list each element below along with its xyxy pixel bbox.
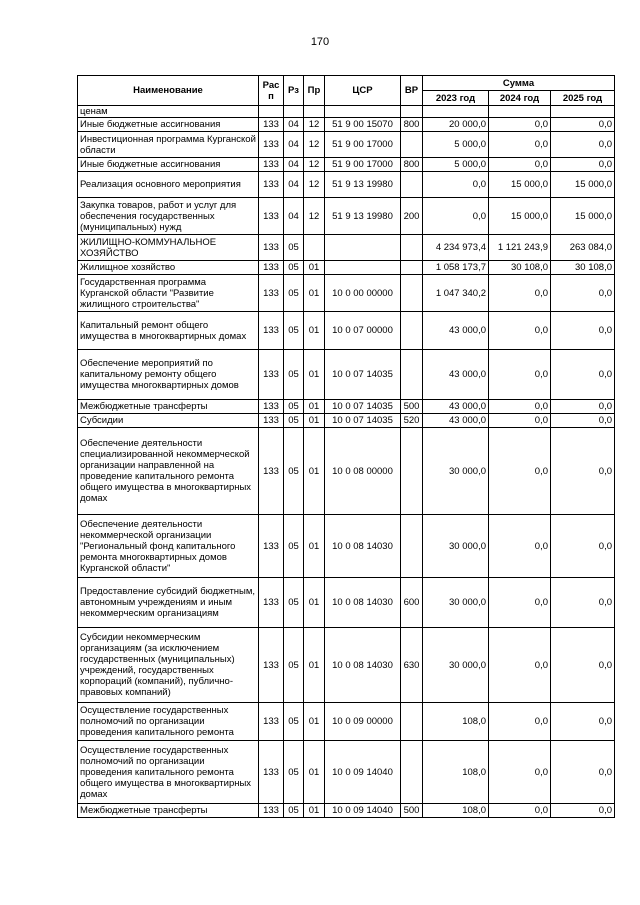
cell-rasp: 133 [259,741,284,804]
cell-y2025: 15 000,0 [551,198,615,235]
cell-vr: 600 [401,578,423,628]
header-year-2025: 2025 год [551,91,615,106]
cell-csr: 10 0 09 14040 [325,741,401,804]
table-row [78,515,615,578]
cell-y2024: 0,0 [489,628,551,703]
cell-rz: 04 [284,198,304,235]
cell-csr: 51 9 13 19980 [325,172,401,198]
cell-rz: 05 [284,628,304,703]
cell-y2023: 108,0 [423,703,489,741]
table-row [78,172,615,198]
table-row [78,628,615,703]
table-row [78,132,615,158]
cell-y2025: 0,0 [551,804,615,818]
cell-csr: 10 0 00 00000 [325,275,401,312]
cell-vr [401,235,423,261]
cell-y2024: 0,0 [489,400,551,414]
cell-vr [401,261,423,275]
cell-rasp: 133 [259,312,284,350]
cell-csr: 10 0 07 14035 [325,400,401,414]
table-row [78,741,615,804]
cell-y2025: 0,0 [551,578,615,628]
cell-y2025: 263 084,0 [551,235,615,261]
cell-name: Капитальный ремонт общего имущества в многоквартирных домах [78,312,259,350]
table-row [78,804,615,818]
cell-name: ЖИЛИЩНО-КОММУНАЛЬНОЕ ХОЗЯЙСТВО [78,235,259,261]
cell-rasp: 133 [259,118,284,132]
cell-name: Государственная программа Курганской области "Развитие жилищного строительства" [78,275,259,312]
cell-y2023: 43 000,0 [423,400,489,414]
cell-csr: 10 0 07 00000 [325,312,401,350]
cell-y2023 [423,106,489,118]
cell-csr: 51 9 00 17000 [325,158,401,172]
cell-y2023: 1 058 173,7 [423,261,489,275]
cell-rasp: 133 [259,578,284,628]
cell-vr [401,132,423,158]
cell-y2024: 0,0 [489,275,551,312]
cell-vr [401,275,423,312]
cell-vr [401,312,423,350]
cell-y2025: 0,0 [551,703,615,741]
cell-name: Обеспечение деятельности некоммерческой организации "Региональный фонд капитального ремонта многоквартирных домов Курганской области" [78,515,259,578]
cell-y2023: 108,0 [423,804,489,818]
cell-y2023: 0,0 [423,198,489,235]
cell-y2025: 0,0 [551,741,615,804]
cell-y2023: 108,0 [423,741,489,804]
cell-rasp: 133 [259,235,284,261]
cell-vr [401,106,423,118]
cell-csr: 10 0 08 14030 [325,628,401,703]
cell-name: Закупка товаров, работ и услуг для обеспечения государственных (муниципальных) нужд [78,198,259,235]
cell-y2023: 30 000,0 [423,628,489,703]
cell-rasp: 133 [259,628,284,703]
budget-table [77,75,615,818]
cell-y2024: 0,0 [489,741,551,804]
cell-csr: 51 9 00 15070 [325,118,401,132]
header-year-2024: 2024 год [489,91,551,106]
cell-y2025: 0,0 [551,312,615,350]
cell-rz: 05 [284,578,304,628]
cell-name: Обеспечение деятельности специализированной некоммерческой организации направленной на проведение капитального ремонта общего имущества в многоквартирных домах [78,428,259,515]
cell-pr: 01 [304,741,325,804]
cell-pr: 12 [304,132,325,158]
cell-y2024: 0,0 [489,414,551,428]
cell-name: Субсидии некоммерческим организациям (за исключением государственных (муниципальных) учреждений, государственных корпораций (компаний), публично-правовых компаний) [78,628,259,703]
cell-y2024: 0,0 [489,578,551,628]
cell-rasp: 133 [259,428,284,515]
cell-y2023: 43 000,0 [423,312,489,350]
cell-rasp: 133 [259,400,284,414]
cell-vr [401,741,423,804]
cell-y2024: 15 000,0 [489,198,551,235]
cell-y2023: 1 047 340,2 [423,275,489,312]
cell-vr: 630 [401,628,423,703]
cell-vr [401,703,423,741]
cell-y2025: 0,0 [551,132,615,158]
cell-vr [401,172,423,198]
cell-rasp: 133 [259,198,284,235]
cell-y2024: 0,0 [489,428,551,515]
cell-vr: 800 [401,158,423,172]
cell-pr: 01 [304,428,325,515]
cell-y2023: 0,0 [423,172,489,198]
header-pr: Пр [304,76,325,106]
cell-rz: 05 [284,428,304,515]
cell-vr: 800 [401,118,423,132]
page-number: 170 [310,36,330,48]
cell-csr: 10 0 08 00000 [325,428,401,515]
cell-rz: 04 [284,158,304,172]
cell-csr: 10 0 07 14035 [325,350,401,400]
cell-csr: 10 0 09 14040 [325,804,401,818]
cell-y2024: 0,0 [489,158,551,172]
cell-csr [325,235,401,261]
cell-y2025: 30 108,0 [551,261,615,275]
cell-rasp: 133 [259,158,284,172]
cell-name: Инвестиционная программа Курганской области [78,132,259,158]
cell-rasp: 133 [259,414,284,428]
cell-y2025: 0,0 [551,400,615,414]
cell-pr: 12 [304,198,325,235]
table-row [78,703,615,741]
header-sum: Сумма [423,76,615,91]
cell-pr: 01 [304,804,325,818]
cell-y2024: 0,0 [489,118,551,132]
cell-pr: 01 [304,400,325,414]
cell-rz: 05 [284,804,304,818]
header-vr: ВР [401,76,423,106]
cell-y2023: 5 000,0 [423,158,489,172]
cell-pr: 01 [304,275,325,312]
cell-rz: 05 [284,703,304,741]
cell-name: Межбюджетные трансферты [78,400,259,414]
header-rasp: Рас п [259,76,284,106]
table-row [78,235,615,261]
cell-rz: 04 [284,172,304,198]
cell-rz: 05 [284,275,304,312]
cell-vr: 520 [401,414,423,428]
cell-y2024: 15 000,0 [489,172,551,198]
cell-rasp: 133 [259,804,284,818]
cell-y2023: 30 000,0 [423,515,489,578]
cell-rz: 05 [284,400,304,414]
cell-y2025: 0,0 [551,275,615,312]
cell-pr: 01 [304,350,325,400]
cell-rasp [259,106,284,118]
cell-y2025: 0,0 [551,414,615,428]
cell-name: Межбюджетные трансферты [78,804,259,818]
cell-rasp: 133 [259,515,284,578]
cell-y2025: 0,0 [551,515,615,578]
cell-name: Жилищное хозяйство [78,261,259,275]
cell-rz: 05 [284,741,304,804]
table-row [78,158,615,172]
cell-y2024: 0,0 [489,804,551,818]
cell-rz [284,106,304,118]
cell-y2025: 0,0 [551,628,615,703]
table-row [78,312,615,350]
table-row [78,400,615,414]
cell-csr: 51 9 13 19980 [325,198,401,235]
cell-y2024: 0,0 [489,703,551,741]
cell-y2025: 15 000,0 [551,172,615,198]
cell-csr: 10 0 07 14035 [325,414,401,428]
table-row [78,261,615,275]
cell-pr: 12 [304,158,325,172]
cell-y2024: 0,0 [489,312,551,350]
cell-y2024: 30 108,0 [489,261,551,275]
cell-y2025 [551,106,615,118]
cell-rasp: 133 [259,172,284,198]
cell-name: Осуществление государственных полномочий по организации проведения капитального ремонта общего имущества в многоквартирных домах [78,741,259,804]
table-row [78,350,615,400]
cell-name: ценам [78,106,259,118]
cell-rz: 05 [284,261,304,275]
cell-rasp: 133 [259,350,284,400]
header-year-2023: 2023 год [423,91,489,106]
cell-rasp: 133 [259,261,284,275]
table-row [78,198,615,235]
cell-y2023: 4 234 973,4 [423,235,489,261]
cell-csr: 51 9 00 17000 [325,132,401,158]
cell-y2023: 43 000,0 [423,350,489,400]
cell-pr: 12 [304,172,325,198]
cell-vr: 500 [401,400,423,414]
cell-rz: 05 [284,350,304,400]
cell-pr: 12 [304,118,325,132]
cell-rz: 04 [284,118,304,132]
cell-y2023: 5 000,0 [423,132,489,158]
cell-name: Предоставление субсидий бюджетным, автономным учреждениям и иным некоммерческим организациям [78,578,259,628]
cell-y2024: 1 121 243,9 [489,235,551,261]
cell-name: Реализация основного мероприятия [78,172,259,198]
cell-name: Иные бюджетные ассигнования [78,118,259,132]
cell-pr [304,106,325,118]
cell-vr: 500 [401,804,423,818]
cell-y2025: 0,0 [551,118,615,132]
cell-name: Иные бюджетные ассигнования [78,158,259,172]
cell-pr: 01 [304,515,325,578]
cell-y2024: 0,0 [489,515,551,578]
cell-pr: 01 [304,312,325,350]
header-name: Наименование [78,76,259,106]
header-csr: ЦСР [325,76,401,106]
cell-y2024: 0,0 [489,132,551,158]
cell-y2025: 0,0 [551,428,615,515]
table-row [78,428,615,515]
table-row [78,275,615,312]
cell-rasp: 133 [259,132,284,158]
table-row [78,414,615,428]
cell-rz: 04 [284,132,304,158]
cell-csr: 10 0 09 00000 [325,703,401,741]
table-row [78,106,615,118]
cell-vr: 200 [401,198,423,235]
cell-y2023: 30 000,0 [423,578,489,628]
cell-rasp: 133 [259,275,284,312]
cell-pr: 01 [304,578,325,628]
cell-name: Субсидии [78,414,259,428]
cell-pr [304,235,325,261]
cell-y2024: 0,0 [489,350,551,400]
cell-vr [401,515,423,578]
cell-pr: 01 [304,703,325,741]
table-row [78,118,615,132]
cell-csr: 10 0 08 14030 [325,578,401,628]
cell-rz: 05 [284,414,304,428]
cell-name: Обеспечение мероприятий по капитальному ремонту общего имущества многоквартирных домов [78,350,259,400]
cell-y2024 [489,106,551,118]
cell-pr: 01 [304,628,325,703]
table-body [78,106,615,818]
cell-vr [401,428,423,515]
cell-y2025: 0,0 [551,350,615,400]
cell-vr [401,350,423,400]
cell-rasp: 133 [259,703,284,741]
cell-pr: 01 [304,261,325,275]
table-row [78,578,615,628]
cell-csr [325,106,401,118]
header-rz: Рз [284,76,304,106]
cell-y2025: 0,0 [551,158,615,172]
cell-csr [325,261,401,275]
cell-name: Осуществление государственных полномочий по организации проведения капитального ремонта [78,703,259,741]
cell-csr: 10 0 08 14030 [325,515,401,578]
cell-pr: 01 [304,414,325,428]
cell-y2023: 30 000,0 [423,428,489,515]
cell-rz: 05 [284,312,304,350]
cell-y2023: 43 000,0 [423,414,489,428]
cell-rz: 05 [284,515,304,578]
cell-rz: 05 [284,235,304,261]
cell-y2023: 20 000,0 [423,118,489,132]
